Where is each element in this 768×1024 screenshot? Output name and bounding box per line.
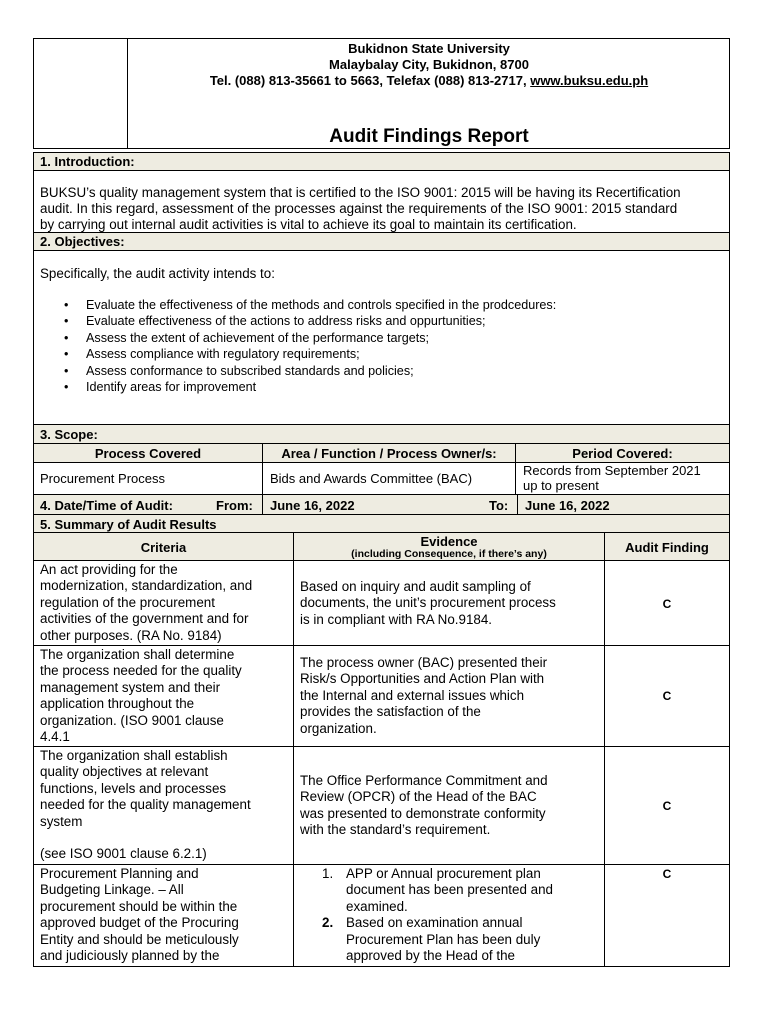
divider	[33, 746, 730, 747]
row-3-criteria	[40, 748, 251, 863]
objective-item: • Assess compliance with regulatory requirements;	[40, 346, 556, 362]
summary-col-evidence-sub: (including Consequence, if there’s any)	[351, 548, 547, 560]
criteria-line: approved budget of the Procuring	[40, 915, 239, 931]
criteria-line: modernization, standardization, and	[40, 578, 253, 594]
row-4-finding: C	[662, 867, 672, 881]
row-2-finding: C	[662, 689, 672, 703]
scope-area-value: Bids and Awards Committee (BAC)	[270, 471, 473, 486]
criteria-line: system	[40, 813, 83, 829]
divider	[33, 560, 730, 561]
criteria-line: (see ISO 9001 clause 6.2.1)	[40, 846, 207, 862]
evidence-line: APP or Annual procurement plan	[346, 866, 541, 881]
evidence-line: Review (OPCR) of the Head of the BAC	[300, 789, 537, 805]
row-4-evidence	[294, 866, 553, 964]
criteria-line: Entity and should be meticulously	[40, 931, 239, 947]
contact-text: Tel. (088) 813-35661 to 5663, Telefax (088) 813-2717,	[209, 73, 531, 88]
criteria-line: quality objectives at relevant	[40, 764, 209, 780]
introduction-heading-bar	[34, 153, 729, 170]
evidence-line: provides the satisfaction of the	[300, 704, 481, 720]
evidence-line: Procurement Plan has been duly	[346, 931, 541, 947]
contact-line	[128, 73, 730, 88]
introduction-line-1: BUKSU’s quality management system that is certified to the ISO 9001: 2015 will be having its Recertification	[40, 185, 681, 200]
objective-item: • Identify areas for improvement	[40, 379, 556, 395]
row-2-evidence	[300, 655, 547, 737]
evidence-line: documents, the unit’s procurement process	[300, 595, 556, 611]
criteria-line: Procurement Planning and	[40, 866, 199, 881]
criteria-line: Budgeting Linkage. – All	[40, 882, 184, 898]
row-2-criteria	[40, 647, 242, 745]
summary-heading: 5. Summary of Audit Results	[40, 517, 217, 532]
criteria-line: needed for the quality management	[40, 797, 251, 813]
date-divider	[517, 494, 518, 515]
criteria-line: functions, levels and processes	[40, 780, 227, 796]
objectives-list	[40, 297, 556, 395]
criteria-line: the process needed for the quality	[40, 663, 242, 679]
criteria-line: An act providing for the	[40, 562, 178, 577]
evidence-line: Risk/s Opportunities and Action Plan with	[300, 671, 545, 687]
report-title: Audit Findings Report	[329, 126, 529, 147]
summary-col-finding: Audit Finding	[625, 540, 709, 555]
website-link[interactable]: www.buksu.edu.ph	[530, 73, 649, 88]
criteria-line: The organization shall determine	[40, 647, 235, 662]
scope-col-period: Period Covered:	[572, 446, 673, 461]
audit-date-from-value: June 16, 2022	[270, 498, 355, 513]
objective-item: • Assess conformance to subscribed standards and policies;	[40, 363, 556, 379]
evidence-item-number: 1.	[322, 866, 334, 881]
row-1-finding: C	[662, 597, 672, 611]
evidence-line: Based on examination annual	[346, 915, 523, 931]
objective-item: • Assess the extent of achievement of the performance targets;	[40, 330, 556, 346]
evidence-line: the Internal and external issues which	[300, 687, 525, 703]
divider	[33, 532, 730, 533]
introduction-heading: 1. Introduction:	[40, 154, 135, 169]
evidence-line: The Office Performance Commitment and	[300, 773, 548, 788]
evidence-line: with the standard’s requirement.	[300, 822, 491, 838]
logo-area	[34, 39, 126, 148]
row-1-criteria	[40, 562, 252, 644]
criteria-line	[40, 830, 251, 846]
evidence-line: Based on inquiry and audit sampling of	[300, 579, 531, 594]
university-name: Bukidnon State University	[348, 41, 510, 56]
audit-date-from-label: From:	[216, 498, 253, 513]
row-3-evidence	[300, 773, 548, 839]
objective-item: • Evaluate effectiveness of the actions to address risks and oppurtunities;	[40, 313, 556, 329]
summary-col-criteria: Criteria	[140, 540, 187, 555]
evidence-line: was presented to demonstrate conformity	[300, 805, 546, 821]
objectives-intro: Specifically, the audit activity intends to:	[40, 266, 275, 281]
criteria-line: management system and their	[40, 679, 221, 695]
row-1-evidence	[300, 579, 556, 628]
introduction-line-2: audit. In this regard, assessment of the processes against the requirements of the ISO 9001: 2015 standard	[40, 201, 678, 216]
objectives-heading: 2. Objectives:	[40, 234, 125, 249]
evidence-item-number: 2.	[322, 915, 334, 931]
scope-heading: 3. Scope:	[40, 427, 98, 442]
scope-period-line-2: up to present	[523, 478, 599, 493]
divider	[33, 645, 730, 646]
divider	[33, 443, 730, 444]
criteria-line: other purposes. (RA No. 9184)	[40, 627, 222, 643]
criteria-line: and judiciously planned by the	[40, 948, 220, 964]
summary-col-evidence: Evidence	[420, 534, 478, 549]
audit-date-to-value: June 16, 2022	[525, 498, 610, 513]
objectives-heading-bar	[34, 233, 729, 250]
criteria-line: application throughout the	[40, 696, 195, 712]
date-divider	[262, 494, 263, 515]
criteria-line: procurement should be within the	[40, 898, 238, 914]
introduction-line-3: by carrying out internal audit activities is vital to achieve its goal to maintain its certification.	[40, 217, 577, 232]
criteria-line: The organization shall establish	[40, 748, 228, 763]
row-3-finding: C	[662, 799, 672, 813]
evidence-line: approved by the Head of the	[346, 948, 515, 964]
audit-date-label: 4. Date/Time of Audit:	[40, 498, 173, 513]
evidence-line: The process owner (BAC) presented their	[300, 655, 548, 670]
divider	[33, 170, 730, 171]
evidence-line: organization.	[300, 720, 377, 736]
audit-date-to-label: To:	[489, 498, 509, 513]
divider	[33, 250, 730, 251]
row-4-criteria	[40, 866, 239, 964]
criteria-line: regulation of the procurement	[40, 594, 215, 610]
divider	[33, 864, 730, 865]
scope-col-process: Process Covered	[94, 446, 202, 461]
criteria-line: organization. (ISO 9001 clause	[40, 712, 224, 728]
criteria-line: activities of the government and for	[40, 611, 249, 627]
scope-col-divider	[262, 443, 263, 495]
evidence-line: document has been presented and	[346, 882, 553, 898]
scope-period-line-1: Records from September 2021	[523, 463, 701, 478]
university-address: Malaybalay City, Bukidnon, 8700	[329, 57, 529, 72]
scope-process-value: Procurement Process	[40, 471, 165, 486]
evidence-item	[294, 915, 553, 964]
scope-col-area: Area / Function / Process Owner/s:	[281, 446, 497, 461]
evidence-item	[294, 866, 553, 915]
evidence-line: is in compliant with RA No.9184.	[300, 611, 493, 627]
criteria-line: 4.4.1	[40, 729, 70, 745]
evidence-line: examined.	[346, 898, 408, 914]
scope-col-divider	[515, 443, 516, 495]
objective-item: • Evaluate the effectiveness of the methods and controls specified in the prodcedures:	[40, 297, 556, 313]
